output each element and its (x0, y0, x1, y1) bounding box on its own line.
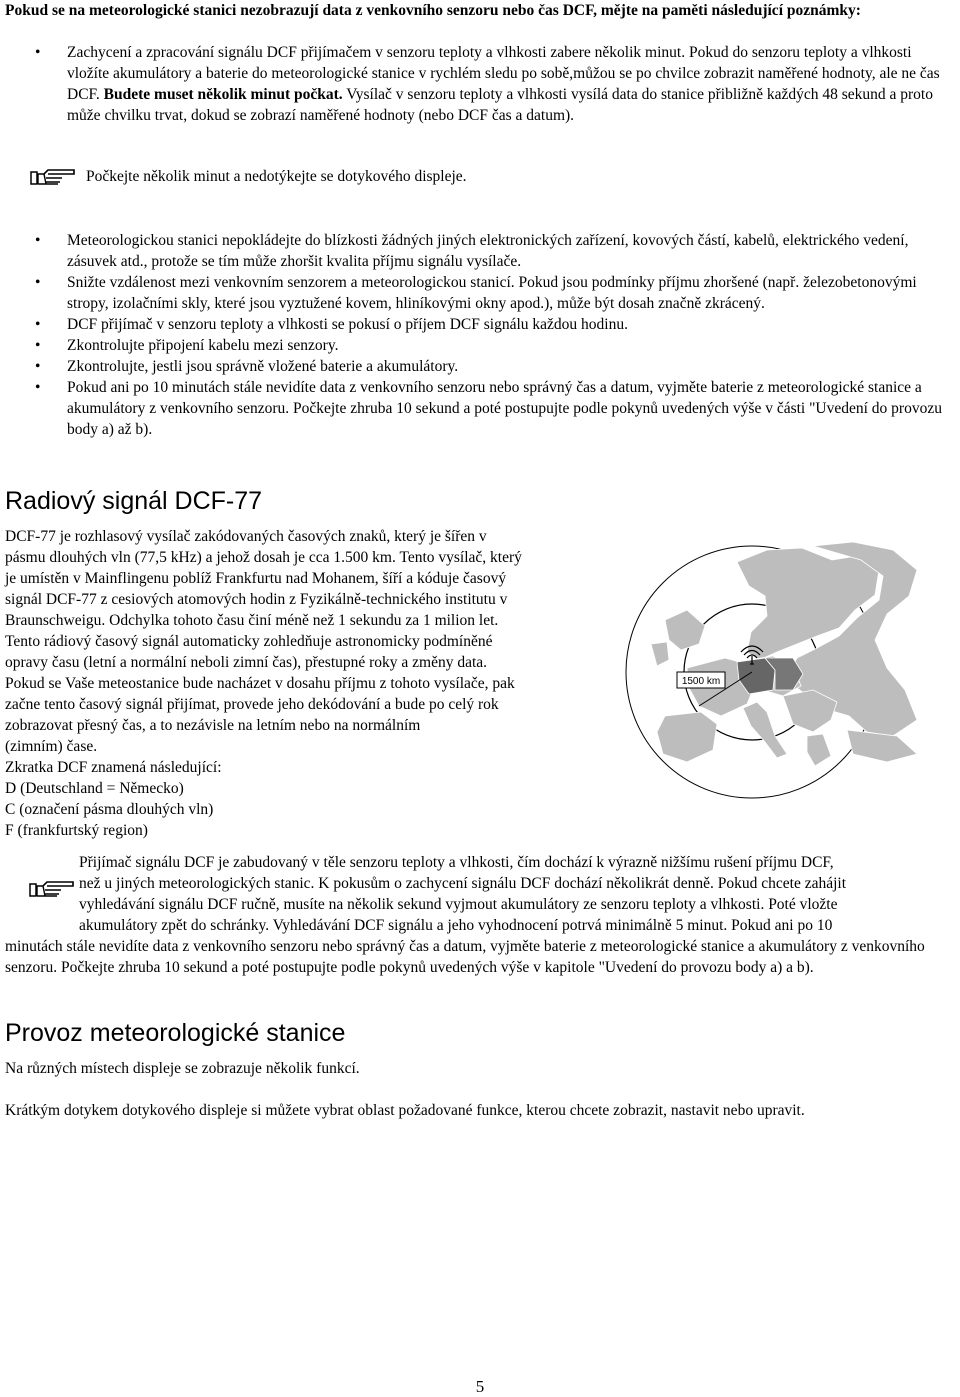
note-wait (30, 166, 467, 188)
bullet-list-1 (5, 42, 955, 126)
bullet-text-b: Budete muset několik minut počkat. (103, 86, 343, 103)
text-line: DCF-77 je rozhlasový vysílač zakódovaných časových znaků, který je šířen v (5, 528, 487, 545)
bullet-icon: • (35, 379, 41, 396)
text-line: Zkratka DCF znamená následující: (5, 759, 222, 776)
text-line: Tento rádiový časový signál automaticky zohledňuje astronomicky podmíněné (5, 633, 493, 650)
provoz-paragraph-2: Krátkým dotykem dotykového displeje si můžete vybrat oblast požadované funkce, kterou chcete zobrazit, nastavit nebo upravit. (5, 1102, 805, 1119)
dcf-description (5, 526, 605, 841)
list-item (5, 377, 955, 440)
list-item (5, 335, 955, 356)
text-line: opravy času (letní a normální neboli zimní čas), přestupné roky a změny data. (5, 654, 488, 671)
note-text-tail: minutách stále nevidíte data z venkovního senzoru nebo správný čas a datum, vyjměte baterie z meteorologické stanice a akumulátory z venkovního senzoru. Počkejte zhruba 10 sekund a poté postupujte podle pokynů uvedených výše v kapitole "Uvedení do provozu body a) a b). (5, 938, 925, 976)
intro-heading: Pokud se na meteorologické stanici nezobrazují data z venkovního senzoru nebo čas DCF, mějte na paměti následující poznámky: (5, 2, 861, 19)
text-line: C (označení pásma dlouhých vln) (5, 801, 214, 818)
bullet-text-c: Vysílač v senzoru teploty a vlhkosti vysílá data do stanice přibližně každých 48 sekund a proto může chvilku trvat, dokud se zobrazí naměřené hodnoty (nebo DCF čas a datum). (67, 86, 933, 124)
text-line: F (frankfurtský region) (5, 822, 148, 839)
text-line: Braunschweigu. Odchylka tohoto času činí méně než 1 sekundu za 1 milion let. (5, 612, 499, 629)
bullet-icon: • (35, 232, 41, 249)
bullet-icon: • (35, 44, 41, 61)
section-heading-provoz: Provoz meteorologické stanice (5, 1019, 346, 1047)
text-line: D (Deutschland = Německo) (5, 780, 184, 797)
bullet-text: DCF přijímač v senzoru teploty a vlhkosti se pokusí o příjem DCF signálu každou hodinu. (67, 316, 628, 333)
text-line: začne tento časový signál přijímat, provede jeho dekódování a bude po celý rok (5, 696, 499, 713)
bullet-text: Zkontrolujte, jestli jsou správně vložené baterie a akumulátory. (67, 358, 459, 375)
pointing-hand-icon (30, 166, 76, 188)
text-line: zobrazovat přesný čas, a to nezávisle na letním nebo na normálním (5, 717, 421, 734)
pointing-hand-icon (29, 878, 75, 900)
list-item (5, 314, 955, 335)
text-line: signál DCF-77 z cesiových atomových hodin z Fyzikálně-technického institutu v (5, 591, 508, 608)
list-item (5, 42, 955, 126)
text-line: Pokud se Vaše meteostanice bude nacházet v dosahu příjmu z tohoto vysílače, pak (5, 675, 515, 692)
text-line: Přijímač signálu DCF je zabudovaný v těle senzoru teploty a vlhkosti, čím dochází k výrazně nižšímu rušení příjmu DCF, (79, 854, 834, 871)
bullet-icon: • (35, 337, 41, 354)
map-label: 1500 km (681, 676, 721, 687)
dcf-note (5, 852, 960, 978)
bullet-text: Pokud ani po 10 minutách stále nevidíte data z venkovního senzoru nebo správný čas a datum, vyjměte baterie z meteorologické stanice a akumulátory z venkovního senzoru. Počkejte zhruba 10 sekund a poté postupujte podle pokynů uvedených výše v části "Uvedení do provozu body a) až b). (67, 379, 942, 438)
bullet-icon: • (35, 358, 41, 375)
text-line: je umístěn v Mainflingenu poblíž Frankfurtu nad Mohanem, šíří a kóduje časový (5, 570, 507, 587)
bullet-list-2 (5, 230, 955, 440)
bullet-text: Zkontrolujte připojení kabelu mezi senzory. (67, 337, 339, 354)
note-text-indented (5, 852, 960, 936)
bullet-icon: • (35, 274, 41, 291)
bullet-icon: • (35, 316, 41, 333)
list-item (5, 272, 955, 314)
text-line: akumulátory zpět do schránky. Vyhledávání DCF signálu a jeho vyhodnocení potrvá minimálně 5 minut. Pokud ani po 10 (79, 917, 833, 934)
list-item (5, 356, 955, 377)
list-item (5, 230, 955, 272)
bullet-text: Snižte vzdálenost mezi venkovním senzorem a meteorologickou stanicí. Pokud jsou podmínky příjmu zhoršené (např. železobetonovými stropy, izolačními skly, které jsou vyztužené kovem, hliníkovými okny apod.), může být dosah značně zkrácený. (67, 274, 917, 312)
text-line: (zimním) čase. (5, 738, 98, 755)
bullet-text: Meteorologickou stanici nepokládejte do blízkosti žádných jiných elektronických zařízení, kovových částí, kabelů, elektrického vedení, zásuvek atd., protože se tím může zhoršit kvalita příjmu signálu vysílače. (67, 232, 909, 270)
page-number: 5 (475, 1377, 485, 1396)
bullet-text-a: Zachycení a zpracování signálu DCF přijímačem v senzoru teploty a vlhkosti zabere několik minut. Pokud do senzoru teploty a vlhkosti vložíte akumulátory a baterie do meteorologické stanice v rychlém sledu po sobě,můžou se po chvilce zobrazit naměřené hodnoty, ale ne čas DCF. (67, 44, 940, 103)
text-line: než u jiných meteorologických stanic. K pokusům o zachycení signálu DCF dochází několikrát denně. Pokud chcete zahájit (79, 875, 847, 892)
dcf-range-map (617, 540, 957, 874)
section-heading-dcf: Radiový signál DCF-77 (5, 487, 263, 515)
text-line: vyhledávání signálu DCF ručně, musíte na několik sekund vyjmout akumulátory ze senzoru teploty a vlhkosti. Poté vložte (79, 896, 838, 913)
note-text: Počkejte několik minut a nedotýkejte se dotykového displeje. (86, 168, 467, 185)
provoz-paragraph-1: Na různých místech displeje se zobrazuje několik funkcí. (5, 1060, 360, 1077)
text-line: pásmu dlouhých vln (77,5 kHz) a jehož dosah je cca 1.500 km. Tento vysílač, který (5, 549, 522, 566)
